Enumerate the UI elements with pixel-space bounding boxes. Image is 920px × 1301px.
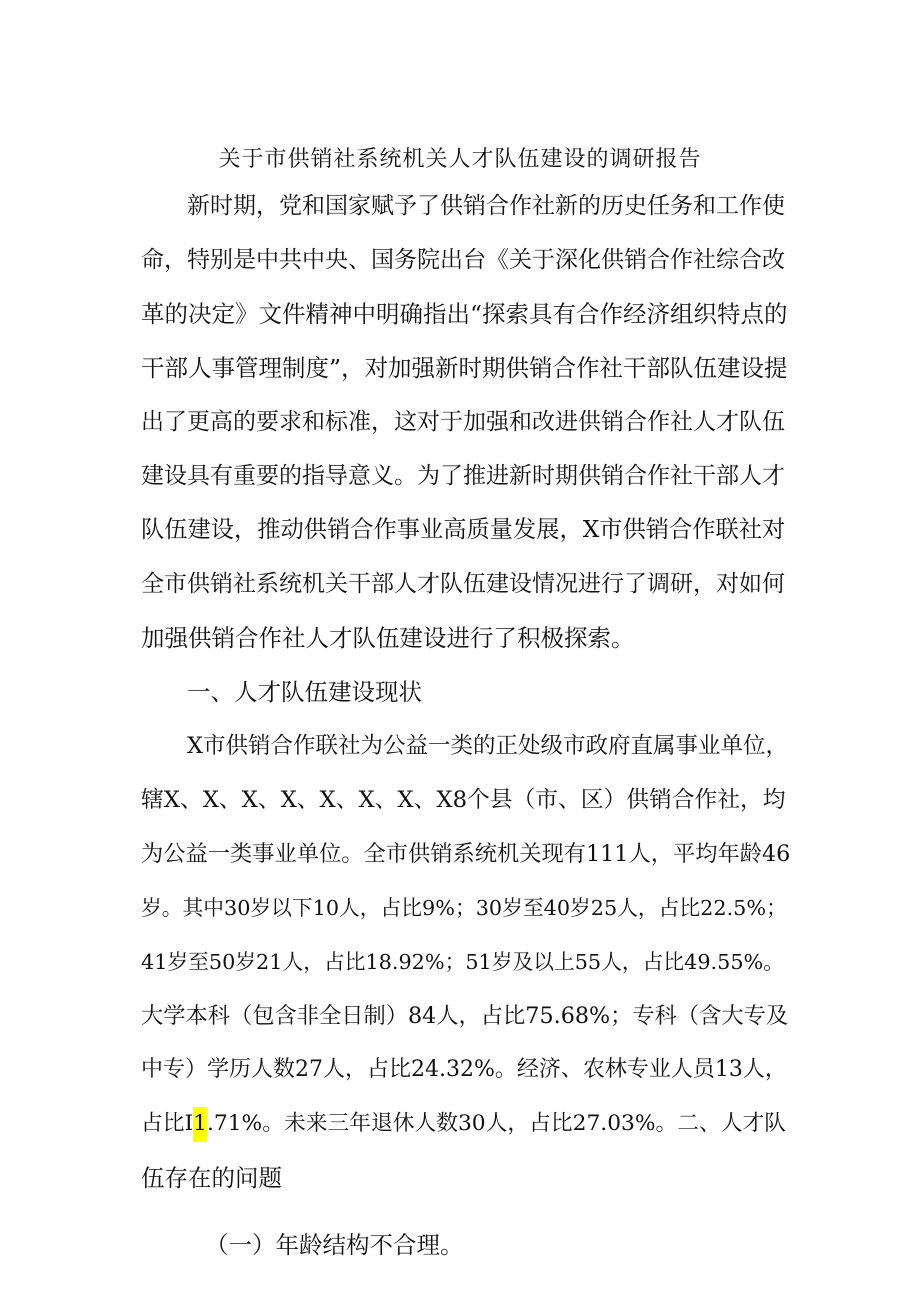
paragraph-line: 中专）学历人数27人，占比24.32%。经济、农林专业人员13人， [141,1057,787,1082]
subsection-heading: （一）年龄结构不合理。 [205,1231,464,1259]
paragraph-line: 全市供销社系统机关干部人才队伍建设情况进行了调研，对如何 [141,571,785,597]
paragraph-line: 大学本科（包含非全日制）84人，占比75.68%；专科（含大专及 [141,1003,789,1029]
paragraph-line: 伍存在的问题 [141,1164,282,1192]
paragraph-line: 岁。其中30岁以下10人，占比9%；30岁至40岁25人，占比22.5%； [141,896,787,920]
paragraph-line: 命，特别是中共中央、国务院出台《关于深化供销合作社综合改 [141,247,785,273]
paragraph-line: 队伍建设，推动供销合作事业高质量发展，X市供销合作联社对 [141,516,786,543]
paragraph-line: 41岁至50岁21人，占比18.92%；51岁及以上55人，占比49.55%。 [141,950,785,974]
paragraph-line: X市供销合作联社为公益一类的正处级市政府直属事业单位， [187,733,789,759]
paragraph-line-highlighted [141,1107,786,1141]
paragraph-line: 出了更高的要求和标准，这对于加强和改进供销合作社人才队伍 [141,409,785,435]
text-segment: 未来三年退休人数30人，占比27.03%。二、人才队 [283,1111,787,1136]
paragraph-line: 建设具有重要的指导意义。为了推进新时期供销合作社干部人才 [141,463,785,489]
paragraph-line: 革的决定》文件精神中明确指出“探索具有合作经济组织特点的 [141,300,788,328]
text-segment: .71%。 [206,1111,284,1136]
text-segment: 占比I [141,1111,194,1136]
paragraph-line: 辖X、X、X、X、X、X、X、X8个县（市、区）供销合作社，均 [141,787,786,813]
section-heading: 一、人才队伍建设现状 [187,678,422,706]
highlighted-text: 1 [193,1107,207,1142]
paragraph-line: 加强供销合作社人才队伍建设进行了积极探索。 [141,624,635,652]
paragraph-line: 新时期，党和国家赋予了供销合作社新的历史任务和工作使 [187,193,785,219]
paragraph-line: 为公益一类事业单位。全市供销系统机关现有111人，平均年龄46 [141,841,791,867]
document-title: 关于市供销社系统机关人才队伍建设的调研报告 [218,147,702,172]
paragraph-line: 干部人事管理制度”，对加强新时期供销合作社干部队伍建设提 [141,354,788,382]
